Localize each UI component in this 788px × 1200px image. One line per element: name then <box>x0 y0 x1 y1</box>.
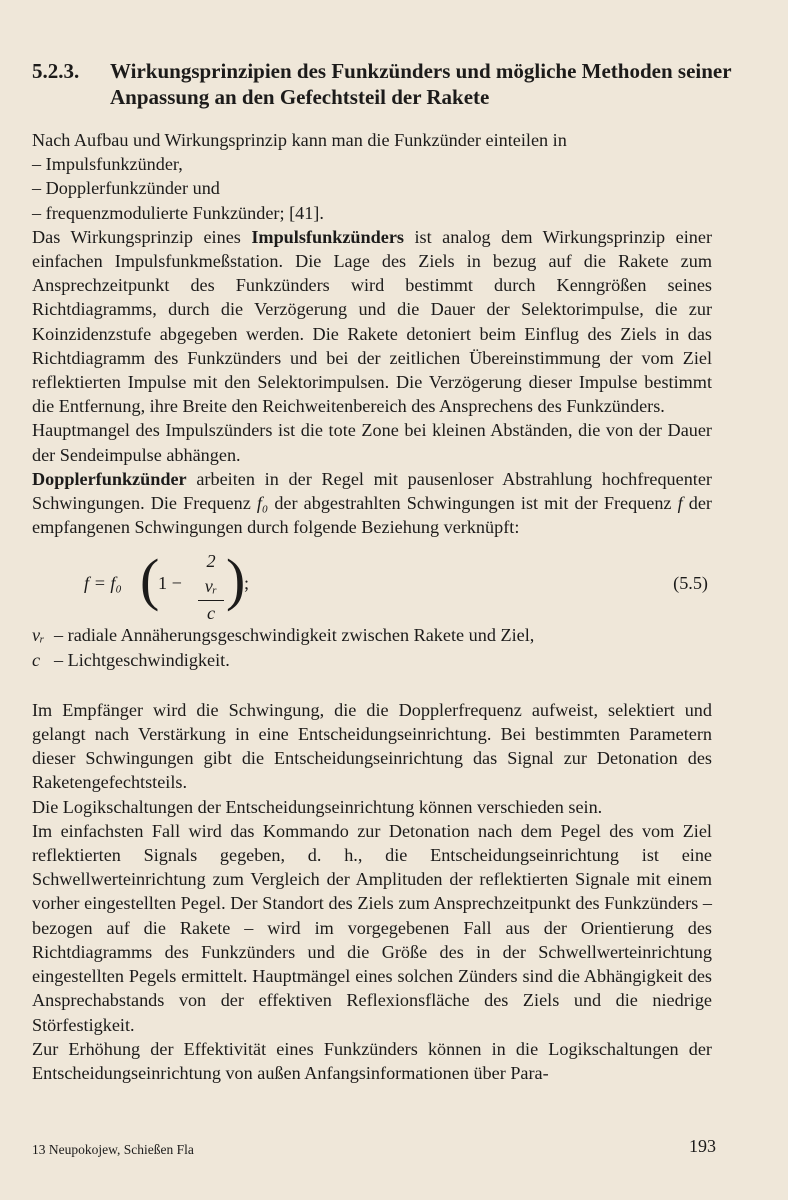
intro-paragraph: Nach Aufbau und Wirkungsprinzip kann man die Funkzünder einteilen in <box>32 130 567 150</box>
left-paren: ( <box>140 547 160 613</box>
body-text <box>32 128 712 1085</box>
text-run: Das Wirkungsprinzip eines <box>32 226 252 247</box>
text-run: arbeiten in der Regel mit pausenloser Abstrahlung hochfrequenter Schwingungen. Die Frequenz <box>32 468 712 514</box>
equation-semicolon: ; <box>244 573 250 594</box>
legend-text: – Lichtgeschwindigkeit. <box>54 649 230 670</box>
doppler-paragraph <box>32 467 712 540</box>
fraction-denominator: c <box>206 602 216 623</box>
text-run: der empfangenen Schwingungen durch folgende Beziehung verknüpft: <box>32 493 712 538</box>
fraction-numerator: 2 vᵣ <box>198 549 224 600</box>
receiver-paragraph: Im Empfänger wird die Schwingung, die die Dopplerfrequenz aufweist, selektiert und gelangt nach Verstärkung in eine Entscheidungseinrichtung. Bei bestimmten Parametern dieser Schwingungen gibt die Entscheidungseinrichtung das Signal zur Detonation des Raketengefechtsteils. <box>32 699 712 793</box>
bold-term: Impulsfunkzünders <box>251 226 404 247</box>
text-run: ist analog dem Wirkungsprinzip einer einfachen Impulsfunkmeßstation. Die Lage des Ziels in bezug auf die Rakete zum Ansprechzeitpunkt des Funkzünders wird bestimmt durch Kenngrößen seines Richtdiagramms, durch die Verzögerung und die Dauer der Selektorimpulse, die zur Koinzidenzstufe abgegeben werden. Die Rakete detoniert beim Einflug des Ziels in das Richtdiagramm des Funkzünders und bei der zeitlichen Übereinstimmung der vom Ziel reflektierten Impulse mit den Selektorimpulsen. Die Verzögerung dieser Impulse bestimmt die Entfernung, ihre Breite den Reichweitenbereich des Ansprechens des Funkzünders. <box>32 226 712 417</box>
legend-row <box>32 648 712 672</box>
equation-lhs: f = f₀ <box>84 573 122 594</box>
legend-symbol: c <box>32 649 41 670</box>
section-number: 5.2.3. <box>32 59 80 83</box>
equation-number: (5.5) <box>673 573 708 594</box>
logic-paragraph: Die Logikschaltungen der Entscheidungseinrichtung können verschieden sein. <box>32 796 603 817</box>
list-item: – Impulsfunkzünder, <box>32 154 183 175</box>
text-run: der abgestrahlten Schwingungen ist mit der Frequenz <box>268 493 678 514</box>
bold-term: Dopplerfunkzünder <box>32 468 187 489</box>
equation-term: 1 − <box>158 573 182 594</box>
deficiency-paragraph: Hauptmangel des Impulszünders ist die tote Zone bei kleinen Abständen, die von der Dauer der Sendeimpulse abhängen. <box>32 420 712 465</box>
equation-5-5 <box>32 543 712 621</box>
effectiveness-paragraph: Zur Erhöhung der Effektivität eines Funkzünders können in die Logikschaltungen der Entscheidungseinrichtung von außen Anfangsinformationen über Para- <box>32 1038 712 1083</box>
signature-note: 13 Neupokojew, Schießen Fla <box>32 1142 194 1157</box>
list-item: – Dopplerfunkzünder und <box>32 178 220 199</box>
section-title: Wirkungsprinzipien des Funkzünders und mögliche Methoden seiner Anpassung an den Gefechtsteil der Rakete <box>110 59 732 109</box>
legend-symbol: vᵣ <box>32 625 45 646</box>
symbol-legend <box>32 623 712 671</box>
symbol-f0: f₀ <box>256 493 269 514</box>
impulse-paragraph <box>32 225 712 419</box>
page-number: 193 <box>689 1136 716 1156</box>
spacer <box>32 672 712 698</box>
legend-row <box>32 623 712 647</box>
symbol-f: f <box>677 493 683 514</box>
equation-fraction <box>198 549 224 625</box>
section-heading <box>32 58 732 110</box>
list-item: – frequenzmodulierte Funkzünder; [41]. <box>32 202 324 223</box>
legend-text: – radiale Annäherungsgeschwindigkeit zwischen Rakete und Ziel, <box>54 625 535 646</box>
right-paren: ) <box>226 547 246 613</box>
threshold-paragraph: Im einfachsten Fall wird das Kommando zur Detonation nach dem Pegel des vom Ziel reflektierten Signals gegeben, d. h., die Entscheidungseinrichtung ist eine Schwellwerteinrichtung zum Vergleich der Amplituden der reflektierten Signale mit einem vorher eingestellten Pegel. Der Standort des Ziels zum Ansprechzeitpunkt des Funkzünders – bezogen auf die Rakete – wird im vorgegebenen Fall aus der Orientierung des Richtdiagramms des Funkzünders und die Größe des in der Schwellwerteinrichtung eingestellten Pegels ermittelt. Hauptmängel eines solchen Zünders sind die Abhängigkeit des Ansprechabstands von der effektiven Reflexionsfläche des Ziels und die niedrige Störfestigkeit. <box>32 820 712 1035</box>
